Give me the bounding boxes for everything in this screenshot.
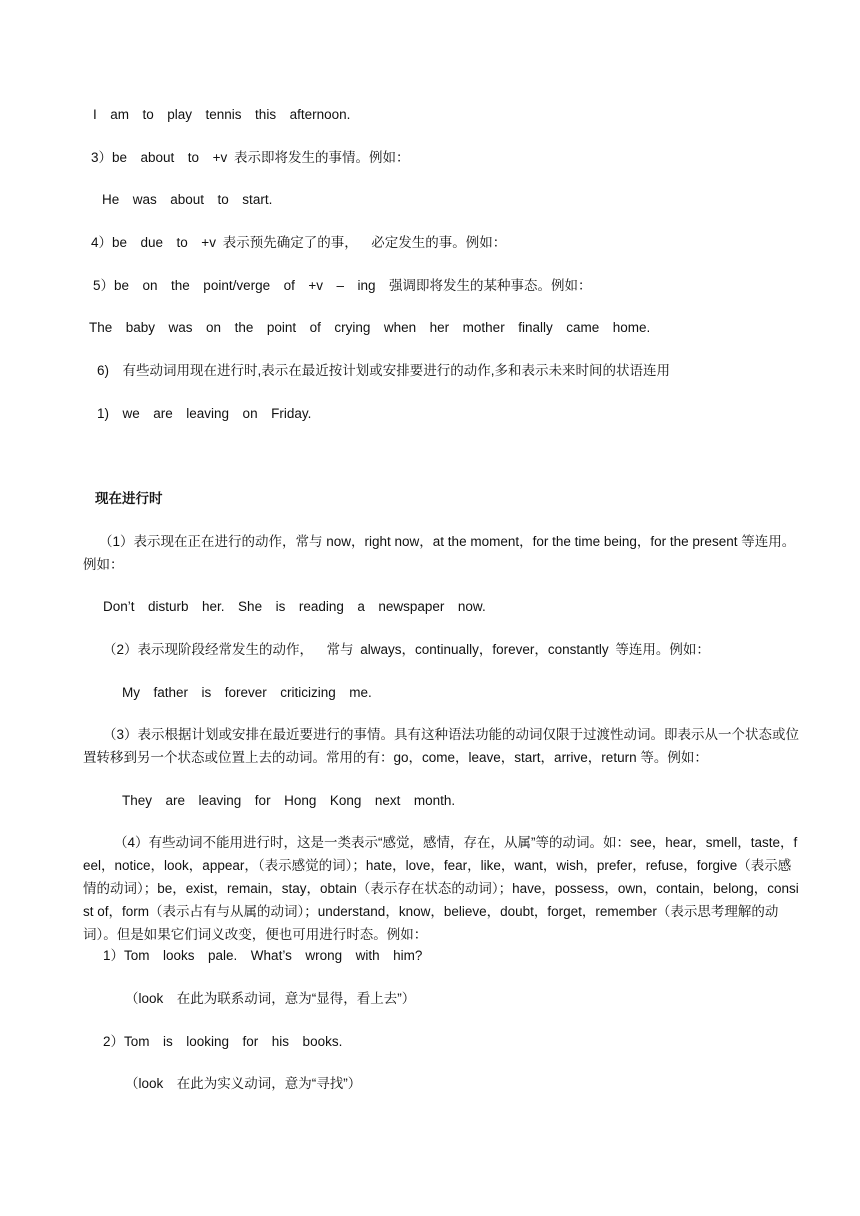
text-line: They are leaving for Hong Kong next month. xyxy=(122,793,456,808)
paragraph: （1）表示现在正在进行的动作，常与 now，right now，at the moment，for the time being，for the present 等连用。例如： xyxy=(83,534,796,572)
text-line: 1）Tom looks pale. What’s wrong with him? xyxy=(103,948,423,963)
text-line: I am to play tennis this afternoon. xyxy=(93,107,351,122)
text-line: （look 在此为实义动词，意为“寻找”） xyxy=(125,1076,362,1091)
text-line: Don’t disturb her. She is reading a newspaper now. xyxy=(103,599,486,614)
text-line: My father is forever criticizing me. xyxy=(122,685,372,700)
text-line: 4）be due to +v 表示预先确定了的事， 必定发生的事。例如： xyxy=(91,235,507,250)
text-line: （2）表示现阶段经常发生的动作， 常与 always，continually，forever，constantly 等连用。例如： xyxy=(103,642,710,657)
section-heading: 现在进行时 xyxy=(95,491,163,506)
paragraph: （4）有些动词不能用进行时，这是一类表示“感觉，感情，存在，从属”等的动词。如：see，hear，smell，taste，feel，notice，look，appear，（表示感觉的词）；hate，love，fear，like，want，wish，prefer，refuse，forgive（表示感情的动词）；be，exist，remain，stay，obtain（表示存在状态的动词）；have，possess，own，contain，belong，consist of，form（表示占有与从属的动词）；understand，know，believe，doubt，forget，remember（表示思考理解的动词）。但是如果它们词义改变，便也可用进行时态。例如： xyxy=(83,835,799,942)
text-line: 2）Tom is looking for his books. xyxy=(103,1034,343,1049)
text-line: （look 在此为联系动词，意为“显得，看上去”） xyxy=(125,991,416,1006)
text-line: 5）be on the point/verge of +v – ing 强调即将发生的某种事态。例如： xyxy=(93,278,592,293)
text-line: He was about to start. xyxy=(102,192,273,207)
text-line: 6) 有些动词用现在进行时,表示在最近按计划或安排要进行的动作,多和表示未来时间的状语连用 xyxy=(97,363,671,378)
text-line: 1) we are leaving on Friday. xyxy=(97,406,312,421)
text-line: The baby was on the point of crying when her mother finally came home. xyxy=(89,320,651,335)
paragraph: （3）表示根据计划或安排在最近要进行的事情。具有这种语法功能的动词仅限于过渡性动词。即表示从一个状态或位置转移到另一个状态或位置上去的动词。常用的有：go，come，leave，start，arrive，return 等。例如： xyxy=(83,727,800,765)
text-line: 3）be about to +v 表示即将发生的事情。例如： xyxy=(91,150,410,165)
